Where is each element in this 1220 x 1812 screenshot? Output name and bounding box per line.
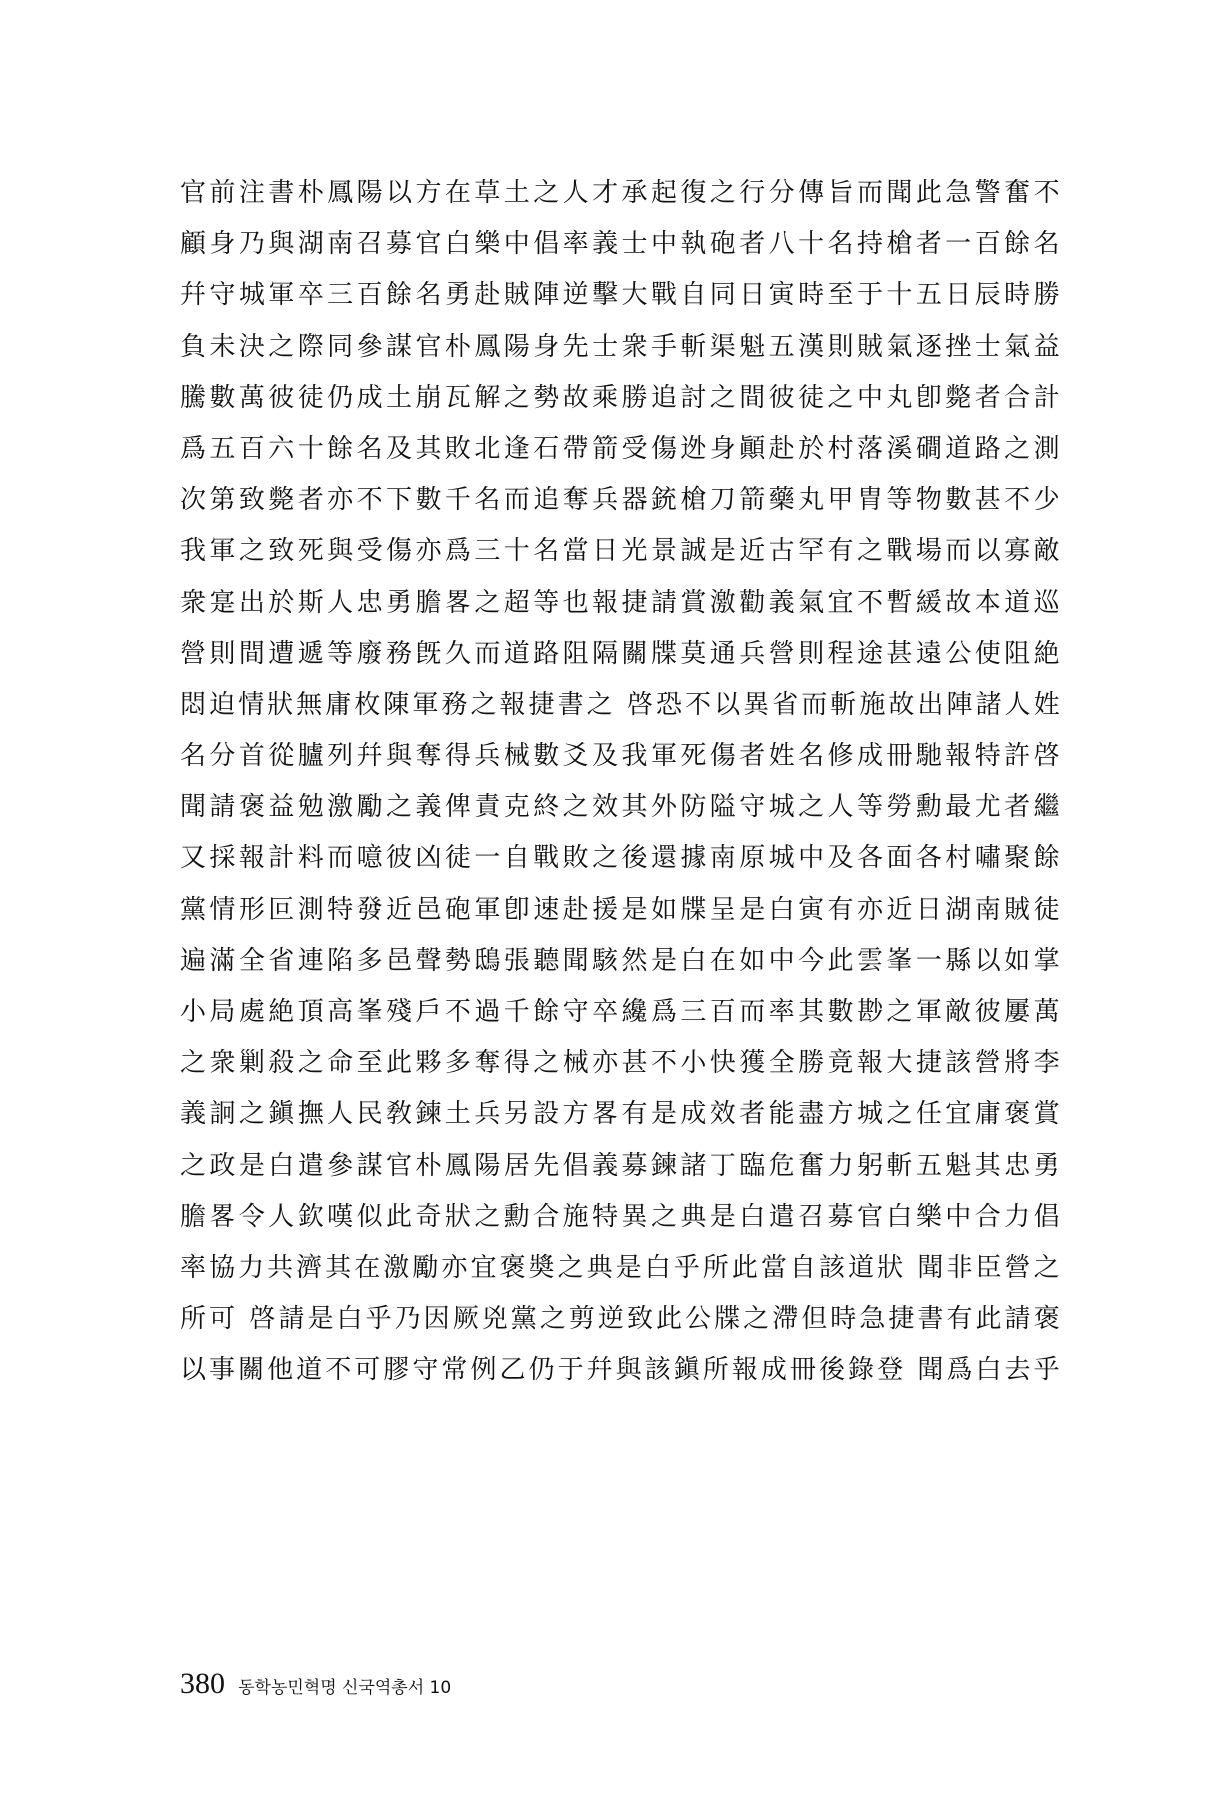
text-line-11: 悶迫情狀無庸枚陳軍務之報捷書之 啓恐不以異省而斬施故出陣諸人姓 bbox=[180, 689, 1060, 720]
text-line-8: 我軍之致死與受傷亦爲三十名當日光景誠是近古罕有之戰場而以寡敵 bbox=[180, 536, 1060, 567]
text-line-1: 官前注書朴鳳陽以方在草土之人才承起復之行分傳旨而聞此急警奮不 bbox=[180, 178, 1060, 208]
text-line-10: 營則間遭遞等廢務旣久而道路阻隔關牒莫通兵營則程途甚遠公使阻絶 bbox=[180, 638, 1060, 669]
text-line-2: 顧身乃與湖南召募官白樂中倡率義士中執砲者八十名持槍者一百餘名 bbox=[180, 229, 1060, 260]
text-line-24: 以事關他道不可膠守常例乙仍于幷與該鎭所報成冊後錄登 聞爲白去乎 bbox=[180, 1355, 1060, 1386]
text-line-18: 之衆剿殺之命至此夥多奪得之械亦甚不小快獲全勝竟報大捷該營將李 bbox=[180, 1048, 1060, 1079]
text-line-23: 所可 啓請是白乎乃因厥兇黨之剪逆致此公牒之滯但時急捷書有此請褒 bbox=[180, 1304, 1060, 1335]
text-line-3: 幷守城軍卒三百餘名勇赴賊陣逆擊大戰自同日寅時至于十五日辰時勝 bbox=[180, 280, 1060, 311]
book-title: 동학농민혁명 신국역총서 10 bbox=[238, 1678, 452, 1698]
text-line-20: 之政是白遣參謀官朴鳳陽居先倡義募鍊諸丁臨危奮力躬斬五魁其忠勇 bbox=[180, 1150, 1060, 1181]
page-footer bbox=[180, 1664, 451, 1704]
text-line-5: 騰數萬彼徒仍成土崩瓦解之勢故乘勝追討之間彼徒之中丸卽斃者合計 bbox=[180, 382, 1060, 413]
text-line-22: 率協力共濟其在激勵亦宜褒奬之典是白乎所此當自該道狀 聞非臣營之 bbox=[180, 1252, 1060, 1283]
text-line-15: 黨情形叵測特發近邑砲軍卽速赴援是如牒呈是白寅有亦近日湖南賊徒 bbox=[180, 894, 1060, 925]
text-line-19: 義詗之鎭撫人民敎鍊土兵另設方畧有是成效者能盡方城之任宜庸褒賞 bbox=[180, 1099, 1060, 1130]
text-line-12: 名分首從臚列幷與奪得兵械數爻及我軍死傷者姓名修成冊馳報特許啓 bbox=[180, 741, 1060, 772]
text-line-7: 次第致斃者亦不下數千名而追奪兵器銃槍刀箭藥丸甲胄等物數甚不少 bbox=[180, 485, 1060, 516]
page-number: 380 bbox=[180, 1667, 225, 1700]
text-line-13: 聞請褒益勉激勵之義俾責克終之效其外防隘守城之人等勞勳最尤者繼 bbox=[180, 792, 1060, 823]
text-line-21: 膽畧令人欽嘆似此奇狀之勳合施特異之典是白遣召募官白樂中合力倡 bbox=[180, 1201, 1060, 1232]
text-line-17: 小局處絶頂高峯殘戶不過千餘守卒纔爲三百而率其數尠之軍敵彼屢萬 bbox=[180, 997, 1060, 1027]
text-line-6: 爲五百六十餘名及其敗北逢石帶箭受傷迯身顚赴於村落溪磵道路之測 bbox=[180, 433, 1060, 464]
text-line-4: 負未決之際同參謀官朴鳳陽身先士衆手斬渠魁五漢則賊氣逐挫士氣益 bbox=[180, 331, 1060, 362]
text-line-16: 遍滿全省連陷多邑聲勢鴟張聽聞駭然是白在如中今此雲峯一縣以如掌 bbox=[180, 945, 1060, 976]
text-line-9: 衆寔出於斯人忠勇膽畧之超等也報捷請賞激勸義氣宜不暫緩故本道巡 bbox=[180, 587, 1060, 618]
text-line-14: 又採報計料而噫彼凶徒一自戰敗之後還據南原城中及各面各村嘯聚餘 bbox=[180, 843, 1060, 874]
document-body bbox=[180, 168, 1060, 1397]
